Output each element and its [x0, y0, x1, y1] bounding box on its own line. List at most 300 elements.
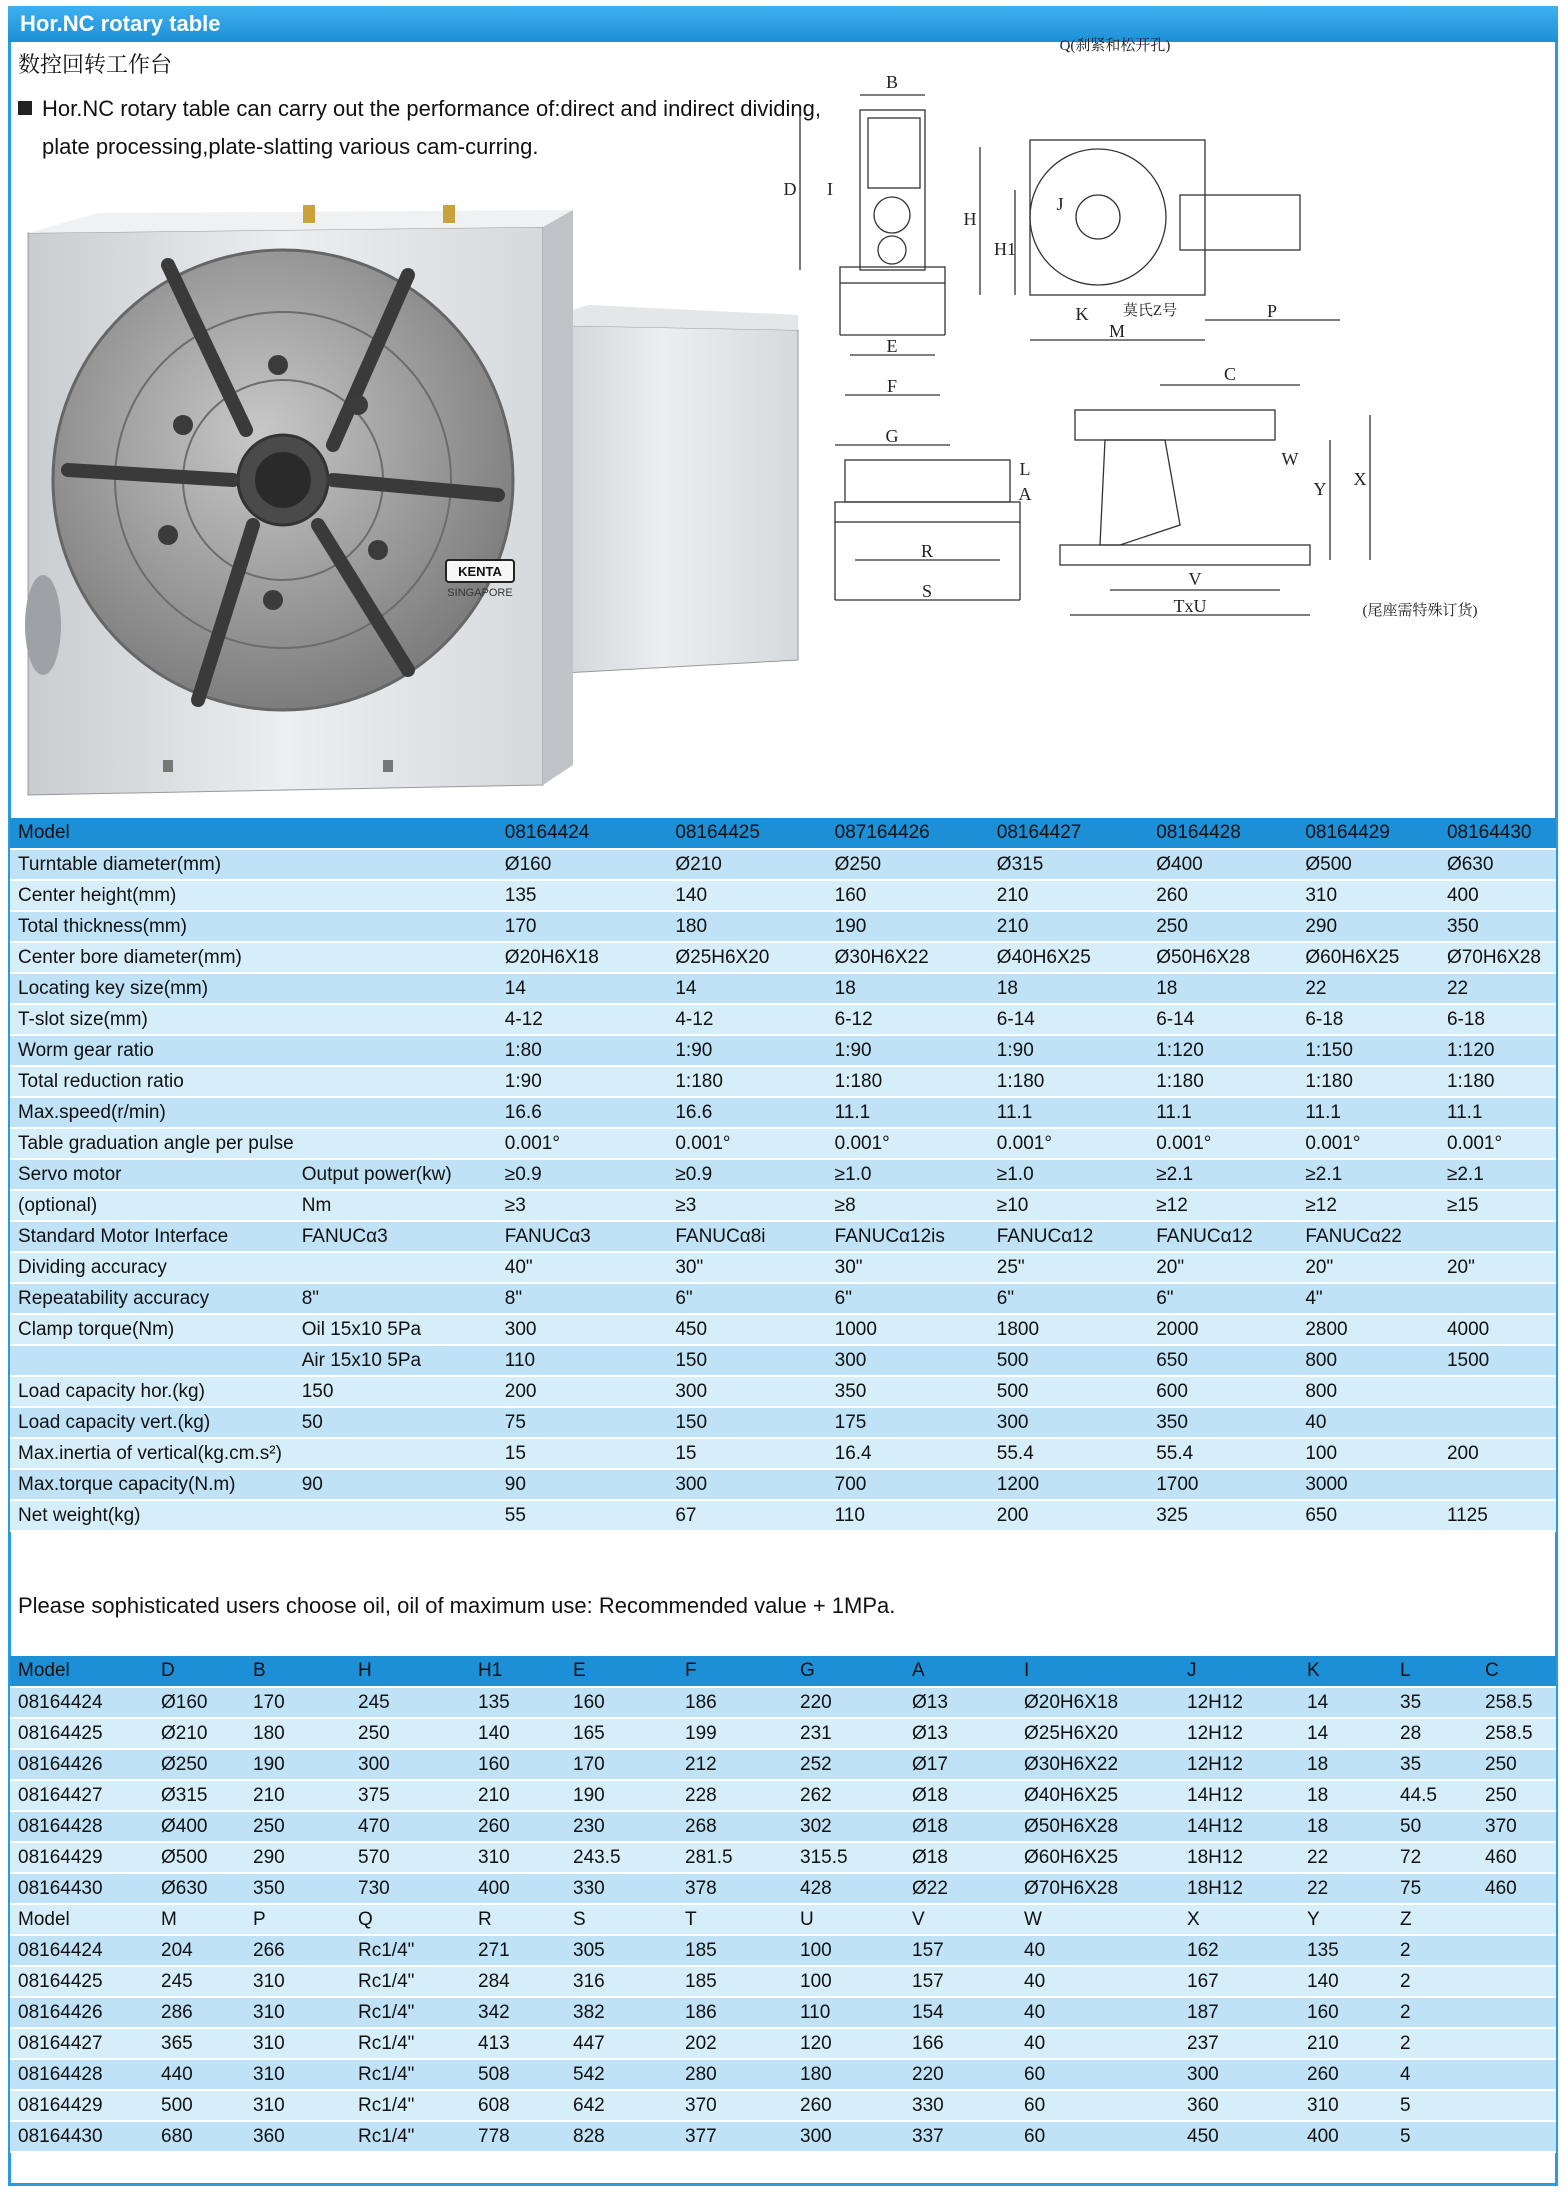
spec-row-cell: 22 — [1439, 973, 1556, 1004]
spec-row-cell: Ø400 — [1148, 849, 1297, 880]
spec-row-cell: Center height(mm) — [10, 880, 294, 911]
spec-row-cell: 175 — [827, 1407, 989, 1438]
spec-table — [10, 818, 1556, 1532]
dims-row-cell: 18 — [1299, 1811, 1392, 1842]
spec-row-cell: 1:80 — [497, 1035, 668, 1066]
dims-row-cell: 2 — [1392, 1966, 1477, 1997]
label-f: F — [886, 376, 898, 396]
dims-row-cell: 250 — [1477, 1749, 1556, 1780]
dims-row-cell: 08164430 — [10, 2121, 153, 2152]
spec-row-cell: 67 — [667, 1500, 826, 1531]
spec-row-cell: 135 — [497, 880, 668, 911]
dims-row-cell: 08164430 — [10, 1873, 153, 1904]
spec-row-cell: ≥2.1 — [1148, 1159, 1297, 1190]
brand-logo: KENTA — [458, 564, 502, 579]
spec-header-row-cell: 08164425 — [667, 818, 826, 849]
dims-row-cell: 08164426 — [10, 1997, 153, 2028]
dims-header-row-cell: L — [1392, 1656, 1477, 1687]
dims-row-cell: 210 — [470, 1780, 565, 1811]
label-txu: TxU — [1173, 596, 1207, 616]
dims-row-cell: 186 — [677, 1997, 792, 2028]
spec-row — [10, 1469, 1556, 1500]
dims-row-cell: 154 — [904, 1997, 1016, 2028]
dims-row-cell: 60 — [1016, 2090, 1179, 2121]
dims-header-row-2-cell: T — [677, 1904, 792, 1935]
dims-row-cell: 260 — [470, 1811, 565, 1842]
spec-row-cell: 16.6 — [497, 1097, 668, 1128]
spec-row-cell: FANUCα12 — [1148, 1221, 1297, 1252]
dims-row-cell: 300 — [792, 2121, 904, 2152]
spec-row-cell — [294, 1004, 497, 1035]
spec-row — [10, 1500, 1556, 1531]
dims-row-cell: 210 — [245, 1780, 350, 1811]
spec-row-cell: ≥3 — [497, 1190, 668, 1221]
dims-header-row-cell: J — [1179, 1656, 1299, 1687]
spec-row — [10, 1128, 1556, 1159]
dims-row-cell: 377 — [677, 2121, 792, 2152]
spec-row-cell — [1439, 1221, 1556, 1252]
dims-row-cell: 271 — [470, 1935, 565, 1966]
spec-row — [10, 1283, 1556, 1314]
dims-row — [10, 2090, 1556, 2121]
spec-row-cell: 200 — [1439, 1438, 1556, 1469]
spec-row-cell: 150 — [294, 1376, 497, 1407]
spec-row-cell: 20" — [1297, 1252, 1439, 1283]
dims-row-cell: 310 — [470, 1842, 565, 1873]
spec-row-cell: 6-18 — [1297, 1004, 1439, 1035]
spec-row-cell: Table graduation angle per pulse — [10, 1128, 294, 1159]
spec-row-cell: 500 — [989, 1376, 1148, 1407]
spec-row-cell: 55.4 — [1148, 1438, 1297, 1469]
dims-row-cell: 360 — [245, 2121, 350, 2152]
spec-row-cell: ≥0.9 — [667, 1159, 826, 1190]
spec-row-cell: 11.1 — [1439, 1097, 1556, 1128]
dims-row-cell: 08164428 — [10, 1811, 153, 1842]
spec-row-cell: 30" — [667, 1252, 826, 1283]
dims-row-cell: 40 — [1016, 1997, 1179, 2028]
spec-row-cell: Air 15x10 5Pa — [294, 1345, 497, 1376]
spec-row-cell: 90 — [497, 1469, 668, 1500]
spec-row-cell: 650 — [1148, 1345, 1297, 1376]
dims-row-cell: 2 — [1392, 1997, 1477, 2028]
dims-row-cell: 260 — [1299, 2059, 1392, 2090]
spec-row-cell: Clamp torque(Nm) — [10, 1314, 294, 1345]
spec-row-cell: 18 — [827, 973, 989, 1004]
spec-row-cell — [294, 1438, 497, 1469]
dims-row — [10, 2121, 1556, 2152]
spec-header-row-cell: 08164424 — [497, 818, 668, 849]
spec-row — [10, 1376, 1556, 1407]
label-g: G — [885, 426, 899, 446]
spec-row-cell: 350 — [1439, 911, 1556, 942]
dims-row — [10, 2028, 1556, 2059]
dims-row-cell: Ø50H6X28 — [1016, 1811, 1179, 1842]
spec-row-cell: 1:90 — [667, 1035, 826, 1066]
spec-row-cell: 1:180 — [1297, 1066, 1439, 1097]
dims-row-cell: 330 — [565, 1873, 677, 1904]
dims-row-cell: 570 — [350, 1842, 470, 1873]
spec-row-cell: 2000 — [1148, 1314, 1297, 1345]
dims-row-cell: 608 — [470, 2090, 565, 2121]
spec-row-cell: 1:120 — [1148, 1035, 1297, 1066]
dims-row-cell: 12H12 — [1179, 1718, 1299, 1749]
spec-row-cell: 300 — [989, 1407, 1148, 1438]
spec-row — [10, 1004, 1556, 1035]
dims-header-row-2-cell: U — [792, 1904, 904, 1935]
dims-row-cell: 40 — [1016, 1966, 1179, 1997]
spec-row-cell: ≥3 — [667, 1190, 826, 1221]
dims-row-cell: 18H12 — [1179, 1842, 1299, 1873]
dims-header-row-2-cell: Q — [350, 1904, 470, 1935]
dims-row — [10, 1811, 1556, 1842]
label-p: P — [1266, 301, 1278, 321]
dims-row-cell: 642 — [565, 2090, 677, 2121]
dims-row-cell: Ø22 — [904, 1873, 1016, 1904]
dims-row-cell: Rc1/4" — [350, 2121, 470, 2152]
dims-row-cell: 08164426 — [10, 1749, 153, 1780]
dims-header-row-cell: C — [1477, 1656, 1556, 1687]
page-title: Hor.NC rotary table — [8, 6, 1558, 42]
spec-row-cell: 11.1 — [989, 1097, 1148, 1128]
dims-row — [10, 1780, 1556, 1811]
spec-row-cell: 0.001° — [497, 1128, 668, 1159]
dims-row-cell: 212 — [677, 1749, 792, 1780]
spec-row-cell: Ø315 — [989, 849, 1148, 880]
spec-row-cell: 400 — [1439, 880, 1556, 911]
dims-row-cell: Rc1/4" — [350, 2090, 470, 2121]
dims-row-cell: 413 — [470, 2028, 565, 2059]
dims-row-cell: 280 — [677, 2059, 792, 2090]
spec-row-cell: ≥12 — [1297, 1190, 1439, 1221]
spec-row-cell: 55.4 — [989, 1438, 1148, 1469]
dims-header-row-cell: E — [565, 1656, 677, 1687]
spec-row-cell: Standard Motor Interface — [10, 1221, 294, 1252]
spec-row-cell: 300 — [667, 1376, 826, 1407]
spec-row-cell: 0.001° — [667, 1128, 826, 1159]
dims-row-cell: 262 — [792, 1780, 904, 1811]
dims-header-row-cell: A — [904, 1656, 1016, 1687]
dims-header-row-cell: H — [350, 1656, 470, 1687]
dims-row-cell: 228 — [677, 1780, 792, 1811]
spec-row-cell: 0.001° — [1439, 1128, 1556, 1159]
spec-row-cell: 1800 — [989, 1314, 1148, 1345]
dims-row-cell: 300 — [1179, 2059, 1299, 2090]
dims-row-cell: 370 — [1477, 1811, 1556, 1842]
spec-row-cell: Ø250 — [827, 849, 989, 880]
dims-row-cell: 243.5 — [565, 1842, 677, 1873]
spec-row-cell: 1125 — [1439, 1500, 1556, 1531]
spec-row — [10, 911, 1556, 942]
dims-row-cell — [1477, 2028, 1556, 2059]
dims-row-cell: 162 — [1179, 1935, 1299, 1966]
dims-header-row-cell: H1 — [470, 1656, 565, 1687]
dims-row-cell: 08164424 — [10, 1935, 153, 1966]
spec-row — [10, 1035, 1556, 1066]
dims-row-cell: 165 — [565, 1718, 677, 1749]
dims-row-cell: 428 — [792, 1873, 904, 1904]
spec-row-cell: 1200 — [989, 1469, 1148, 1500]
dims-row-cell: Ø60H6X25 — [1016, 1842, 1179, 1873]
dims-row-cell: 447 — [565, 2028, 677, 2059]
dims-row-cell: 258.5 — [1477, 1687, 1556, 1718]
dims-row-cell: 210 — [1299, 2028, 1392, 2059]
spec-row-cell — [294, 849, 497, 880]
spec-row-cell: Load capacity hor.(kg) — [10, 1376, 294, 1407]
label-a: A — [1018, 484, 1032, 504]
dims-row — [10, 1749, 1556, 1780]
dims-row-cell: 360 — [1179, 2090, 1299, 2121]
spec-row-cell: 20" — [1148, 1252, 1297, 1283]
dims-row-cell: 140 — [470, 1718, 565, 1749]
dims-row-cell: Ø70H6X28 — [1016, 1873, 1179, 1904]
dims-row-cell: 110 — [792, 1997, 904, 2028]
label-k: K — [1075, 304, 1089, 324]
dims-row-cell: 35 — [1392, 1687, 1477, 1718]
spec-row-cell: 1:90 — [497, 1066, 668, 1097]
spec-row-cell: 0.001° — [1297, 1128, 1439, 1159]
dims-row-cell: Ø18 — [904, 1811, 1016, 1842]
dims-row-cell — [1477, 2121, 1556, 2152]
label-h1: H1 — [994, 239, 1016, 259]
spec-row-cell: 11.1 — [1148, 1097, 1297, 1128]
spec-row-cell: 290 — [1297, 911, 1439, 942]
dims-row-cell: 365 — [153, 2028, 245, 2059]
dims-row-cell: 220 — [792, 1687, 904, 1718]
dims-row-cell — [1477, 1966, 1556, 1997]
dims-row-cell: 22 — [1299, 1842, 1392, 1873]
spec-row-cell: 1500 — [1439, 1345, 1556, 1376]
spec-row-cell: 11.1 — [827, 1097, 989, 1128]
spec-row-cell: 0.001° — [989, 1128, 1148, 1159]
spec-row-cell: ≥1.0 — [827, 1159, 989, 1190]
dims-row-cell: 170 — [245, 1687, 350, 1718]
spec-row — [10, 942, 1556, 973]
dims-row-cell: Ø315 — [153, 1780, 245, 1811]
label-l: L — [1019, 459, 1031, 479]
label-w: W — [1281, 449, 1299, 469]
spec-row-cell: 15 — [667, 1438, 826, 1469]
dims-row-cell: 315.5 — [792, 1842, 904, 1873]
dims-row-cell: 220 — [904, 2059, 1016, 2090]
spec-row — [10, 1221, 1556, 1252]
spec-row-cell: Ø60H6X25 — [1297, 942, 1439, 973]
dims-header-row-cell: K — [1299, 1656, 1392, 1687]
dims-row-cell: 14 — [1299, 1718, 1392, 1749]
spec-row-cell: FANUCα12is — [827, 1221, 989, 1252]
spec-row-cell: Turntable diameter(mm) — [10, 849, 294, 880]
label-h: H — [963, 209, 977, 229]
dims-row-cell: 440 — [153, 2059, 245, 2090]
spec-row-cell — [1439, 1469, 1556, 1500]
spec-row-cell: 210 — [989, 911, 1148, 942]
dims-row-cell: 4 — [1392, 2059, 1477, 2090]
dims-row-cell: 72 — [1392, 1842, 1477, 1873]
dims-header-row-2-cell — [1477, 1904, 1556, 1935]
spec-row-cell: 20" — [1439, 1252, 1556, 1283]
spec-row-cell: 6-14 — [1148, 1004, 1297, 1035]
spec-row-cell: 6-18 — [1439, 1004, 1556, 1035]
spec-row-cell: Locating key size(mm) — [10, 973, 294, 1004]
spec-row — [10, 1407, 1556, 1438]
dims-row-cell: 286 — [153, 1997, 245, 2028]
dims-row-cell: 316 — [565, 1966, 677, 1997]
bullet-icon — [18, 101, 32, 115]
spec-row-cell: 6" — [989, 1283, 1148, 1314]
technical-drawings — [783, 38, 1550, 815]
dims-row — [10, 2059, 1556, 2090]
spec-row-cell: Ø40H6X25 — [989, 942, 1148, 973]
dims-row-cell — [1477, 2090, 1556, 2121]
spec-row-cell: Ø630 — [1439, 849, 1556, 880]
spec-row-cell: 1:90 — [827, 1035, 989, 1066]
spec-row-cell — [294, 1097, 497, 1128]
dims-row-cell: 28 — [1392, 1718, 1477, 1749]
spec-row-cell — [294, 1066, 497, 1097]
dims-row-cell: Rc1/4" — [350, 1966, 470, 1997]
dims-row-cell: 470 — [350, 1811, 470, 1842]
dims-row-cell: Rc1/4" — [350, 2028, 470, 2059]
dims-header-row — [10, 1656, 1556, 1687]
spec-row-cell — [294, 880, 497, 911]
spec-row-cell: 250 — [1148, 911, 1297, 942]
dims-row-cell: 370 — [677, 2090, 792, 2121]
oil-note: Please sophisticated users choose oil, oil of maximum use: Recommended value + 1MPa. — [18, 1593, 896, 1618]
dims-row-cell: Ø210 — [153, 1718, 245, 1749]
dims-row-cell: 14 — [1299, 1687, 1392, 1718]
dims-row-cell: 375 — [350, 1780, 470, 1811]
dims-row-cell: 18H12 — [1179, 1873, 1299, 1904]
spec-row-cell: 6" — [827, 1283, 989, 1314]
dims-row-cell: 135 — [470, 1687, 565, 1718]
dims-row-cell: Ø13 — [904, 1718, 1016, 1749]
dims-row-cell: 157 — [904, 1966, 1016, 1997]
spec-row-cell: 210 — [989, 880, 1148, 911]
spec-row-cell: 1:180 — [1148, 1066, 1297, 1097]
dims-row-cell: 60 — [1016, 2059, 1179, 2090]
spec-row-cell: Ø160 — [497, 849, 668, 880]
spec-row-cell: Repeatability accuracy — [10, 1283, 294, 1314]
spec-row-cell: 350 — [1148, 1407, 1297, 1438]
dims-row-cell: 60 — [1016, 2121, 1179, 2152]
label-e: E — [886, 336, 898, 356]
dims-row-cell: 160 — [1299, 1997, 1392, 2028]
label-x: X — [1353, 469, 1367, 489]
dims-row-cell: Ø30H6X22 — [1016, 1749, 1179, 1780]
spec-row-cell: 15 — [497, 1438, 668, 1469]
dims-row-cell: Ø250 — [153, 1749, 245, 1780]
spec-row-cell: 300 — [667, 1469, 826, 1500]
dims-row — [10, 1687, 1556, 1718]
spec-row-cell: 4" — [1297, 1283, 1439, 1314]
dims-row-cell: 14H12 — [1179, 1811, 1299, 1842]
spec-row-cell: 1700 — [1148, 1469, 1297, 1500]
dims-header-row-2-cell: Y — [1299, 1904, 1392, 1935]
dims-row-cell: 140 — [1299, 1966, 1392, 1997]
spec-row — [10, 1190, 1556, 1221]
dims-row-cell: 75 — [1392, 1873, 1477, 1904]
dims-row-cell: 310 — [245, 2090, 350, 2121]
dims-row-cell: 2 — [1392, 1935, 1477, 1966]
spec-header-row-cell: 08164427 — [989, 818, 1148, 849]
dims-row-cell: 100 — [792, 1935, 904, 1966]
description-line-2: plate processing,plate-slatting various cam-curring. — [42, 134, 539, 159]
spec-row — [10, 1097, 1556, 1128]
spec-row-cell: 300 — [497, 1314, 668, 1345]
dims-row-cell: 508 — [470, 2059, 565, 2090]
spec-row — [10, 1252, 1556, 1283]
dims-row-cell: 160 — [565, 1687, 677, 1718]
dims-row-cell: 08164424 — [10, 1687, 153, 1718]
dims-row-cell: 08164425 — [10, 1966, 153, 1997]
spec-row-cell: 30" — [827, 1252, 989, 1283]
dims-row-cell: 157 — [904, 1935, 1016, 1966]
spec-row-cell: Worm gear ratio — [10, 1035, 294, 1066]
spec-row-cell: 1:90 — [989, 1035, 1148, 1066]
spec-row-cell: Ø20H6X18 — [497, 942, 668, 973]
dims-row-cell: 08164425 — [10, 1718, 153, 1749]
spec-row — [10, 1438, 1556, 1469]
dims-row-cell: 231 — [792, 1718, 904, 1749]
spec-row-cell: 6" — [667, 1283, 826, 1314]
dims-row-cell: 12H12 — [1179, 1749, 1299, 1780]
dims-row-cell: 337 — [904, 2121, 1016, 2152]
spec-header-row-cell: Model — [10, 818, 294, 849]
dims-row-cell: Rc1/4" — [350, 1997, 470, 2028]
spec-row-cell: Total reduction ratio — [10, 1066, 294, 1097]
spec-row — [10, 880, 1556, 911]
spec-row-cell: Output power(kw) — [294, 1159, 497, 1190]
spec-row-cell: 25" — [989, 1252, 1148, 1283]
spec-row-cell: 3000 — [1297, 1469, 1439, 1500]
dims-row-cell: 08164427 — [10, 1780, 153, 1811]
spec-row-cell: 200 — [989, 1500, 1148, 1531]
dims-row-cell: 190 — [565, 1780, 677, 1811]
spec-row-cell: 170 — [497, 911, 668, 942]
dims-row-cell: 40 — [1016, 2028, 1179, 2059]
spec-row-cell: 90 — [294, 1469, 497, 1500]
spec-row-cell: Max.speed(r/min) — [10, 1097, 294, 1128]
spec-row-cell: 16.4 — [827, 1438, 989, 1469]
dims-row-cell: 14H12 — [1179, 1780, 1299, 1811]
label-j: J — [1056, 194, 1064, 214]
dims-row-cell: 08164429 — [10, 1842, 153, 1873]
dims-row-cell: Rc1/4" — [350, 2059, 470, 2090]
spec-row-cell: 1000 — [827, 1314, 989, 1345]
spec-row-cell: 14 — [497, 973, 668, 1004]
spec-row-cell: 55 — [497, 1500, 668, 1531]
dims-row-cell: 22 — [1299, 1873, 1392, 1904]
spec-row-cell: 1:180 — [989, 1066, 1148, 1097]
dims-row-cell: 268 — [677, 1811, 792, 1842]
spec-row-cell: Nm — [294, 1190, 497, 1221]
dims-row-cell: 382 — [565, 1997, 677, 2028]
dims-row-cell: 460 — [1477, 1842, 1556, 1873]
dims-row-cell: 185 — [677, 1935, 792, 1966]
spec-row-cell: Ø25H6X20 — [667, 942, 826, 973]
dims-row-cell: 5 — [1392, 2090, 1477, 2121]
dims-row-cell: 186 — [677, 1687, 792, 1718]
spec-row — [10, 1066, 1556, 1097]
spec-row-cell — [294, 1252, 497, 1283]
spec-row-cell — [294, 1128, 497, 1159]
dims-header-row-2 — [10, 1904, 1556, 1935]
spec-row-cell: 180 — [667, 911, 826, 942]
page-subtitle: 数控回转工作台 — [18, 53, 173, 78]
dims-row-cell: 252 — [792, 1749, 904, 1780]
dims-row-cell: 5 — [1392, 2121, 1477, 2152]
dims-row-cell: 35 — [1392, 1749, 1477, 1780]
dims-row-cell: 284 — [470, 1966, 565, 1997]
